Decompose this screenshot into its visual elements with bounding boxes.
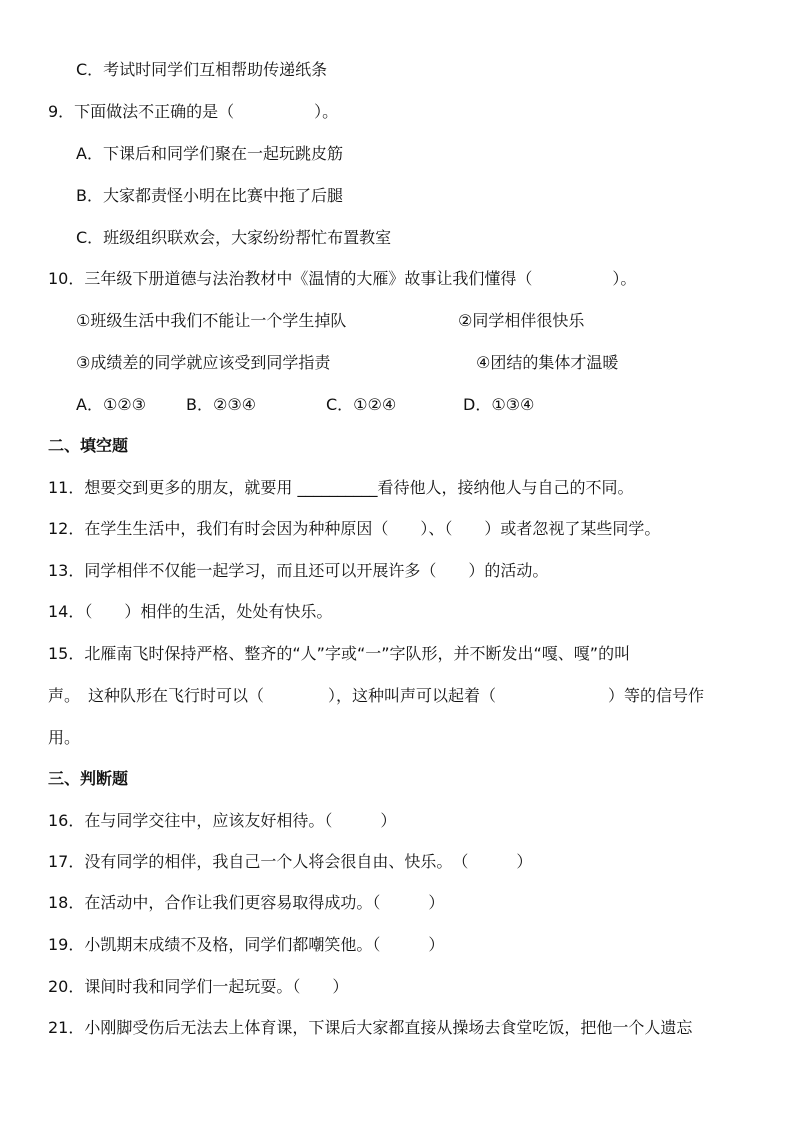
q9-option-c: C．班级组织联欢会，大家纷纷帮忙布置教室 <box>76 228 392 247</box>
q10-option-c: C．①②④ <box>326 395 397 414</box>
q14: 14．（ ）相伴的生活，处处有快乐。 <box>48 602 333 621</box>
q20: 20．课间时我和同学们一起玩耍。（ ） <box>48 977 349 996</box>
q9-option-a: A．下课后和同学们聚在一起玩跳皮筋 <box>76 144 343 163</box>
q18: 18．在活动中，合作让我们更容易取得成功。（ ） <box>48 893 445 912</box>
q15-line-3: 用。 <box>48 728 81 747</box>
q8-option-c: C．考试时同学们互相帮助传递纸条 <box>76 60 328 79</box>
q19: 19．小凯期末成绩不及格，同学们都嘲笑他。（ ） <box>48 935 445 954</box>
q16: 16．在与同学交往中，应该友好相待。（ ） <box>48 811 397 830</box>
section-heading-true-false: 三、判断题 <box>48 769 129 788</box>
q15-line-2: 声。 这种队形在飞行时可以（ ），这种叫声可以起着（ ）等的信号作 <box>48 686 705 705</box>
q9-option-b: B．大家都责怪小明在比赛中拖了后腿 <box>76 186 343 205</box>
q13: 13．同学相伴不仅能一起学习，而且还可以开展许多（ ）的活动。 <box>48 561 549 580</box>
q10-item-1: ①班级生活中我们不能让一个学生掉队 <box>76 311 347 330</box>
q10-stem: 10．三年级下册道德与法治教材中《温情的大雁》故事让我们懂得（ ）。 <box>48 269 637 288</box>
q10-option-d: D．①③④ <box>463 395 535 414</box>
section-heading-fill-blank: 二、填空题 <box>48 436 129 455</box>
q10-item-3: ③成绩差的同学就应该受到同学指责 <box>76 353 331 372</box>
q17: 17．没有同学的相伴，我自己一个人将会很自由、快乐。 （ ） <box>48 852 533 871</box>
q10-item-4: ④团结的集体才温暖 <box>476 353 619 372</box>
q10-item-2: ②同学相伴很快乐 <box>458 311 585 330</box>
q10-option-a: A．①②③ <box>76 395 146 414</box>
q12: 12．在学生生活中，我们有时会因为种种原因（ ）、（ ）或者忽视了某些同学。 <box>48 519 661 538</box>
q21-line-1: 21．小刚脚受伤后无法去上体育课，下课后大家都直接从操场去食堂吃饭，把他一个人遗忘 <box>48 1018 693 1037</box>
q11: 11．想要交到更多的朋友，就要用 __________看待他人，接纳他人与自己的不同。 <box>48 478 634 497</box>
q15-line-1: 15．北雁南飞时保持严格、整齐的“人”字或“一”字队形，并不断发出“嘎、嘎”的叫 <box>48 644 631 663</box>
q9-stem: 9．下面做法不正确的是（ ）。 <box>48 102 339 121</box>
q10-option-b: B．②③④ <box>186 395 257 414</box>
